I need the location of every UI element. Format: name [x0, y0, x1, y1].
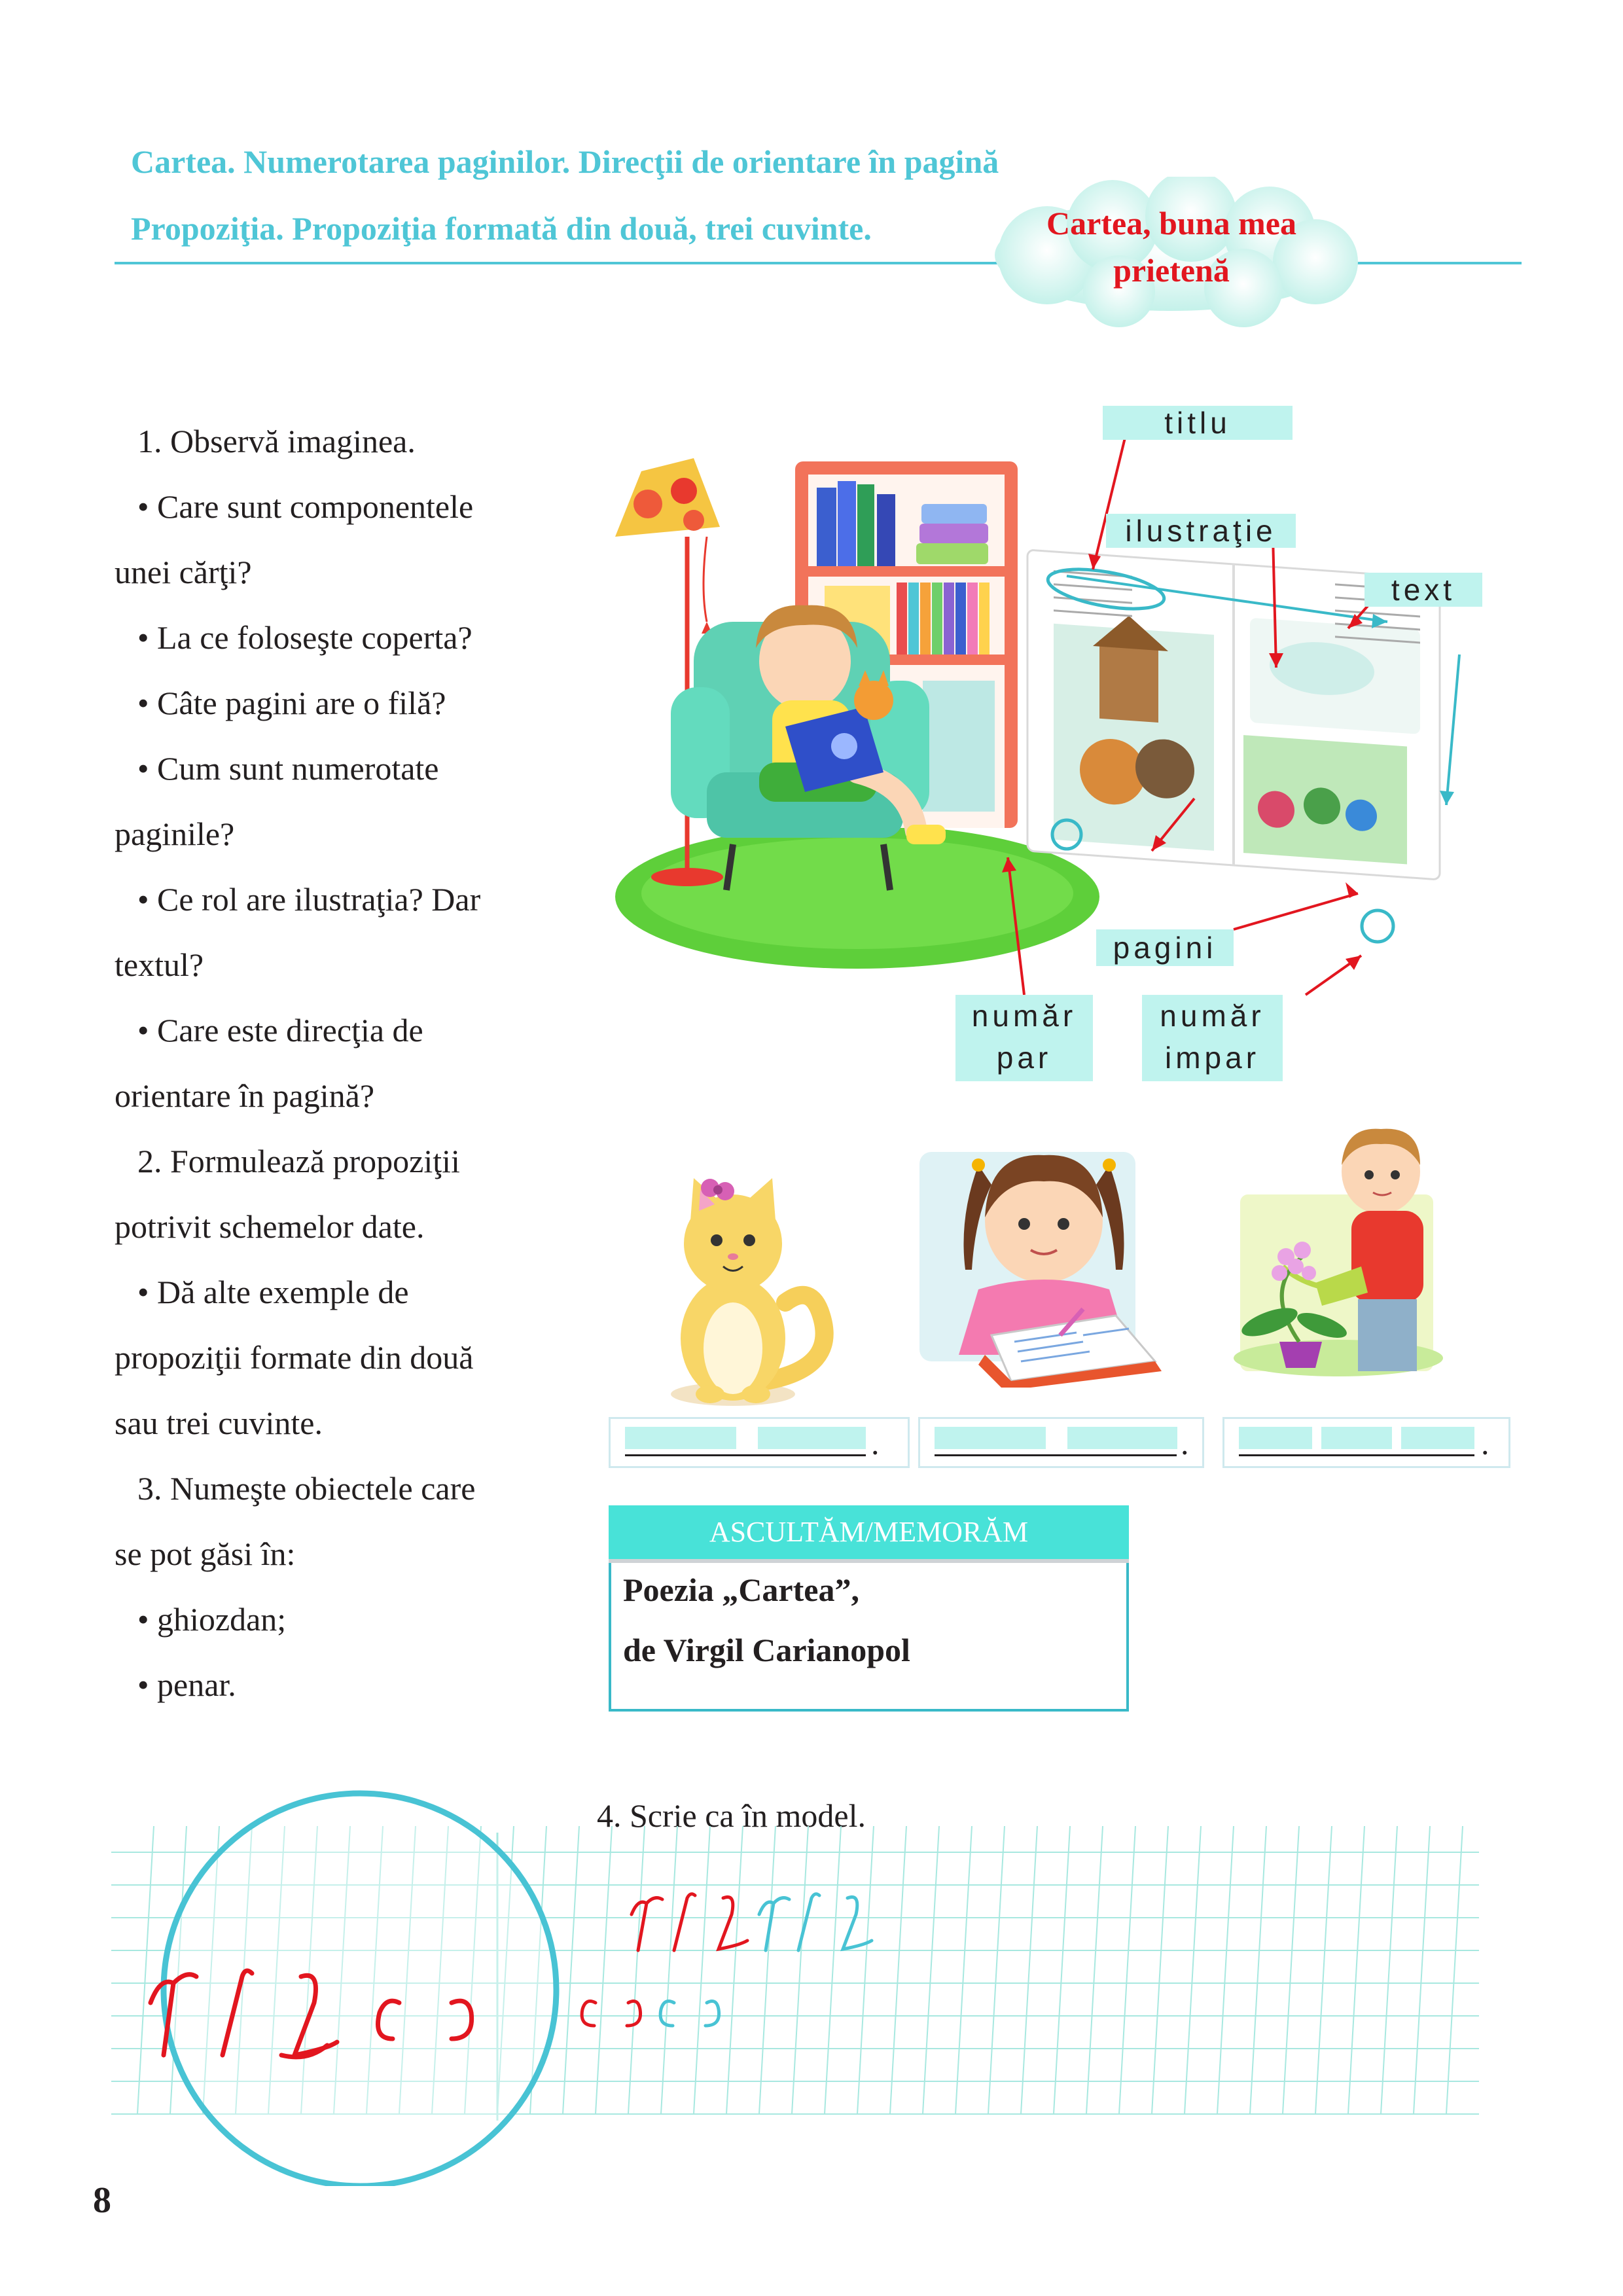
answer-dot-2: . [1181, 1425, 1189, 1462]
answer-slot-1a [625, 1427, 736, 1449]
boy-watering-plant-picture [1224, 1126, 1450, 1384]
answer-slot-2b [1067, 1427, 1177, 1449]
lesson-title-line1: Cartea. Numerotarea paginilor. Direcţii de orientare în pagină [131, 143, 999, 180]
question-1f: • Care este direcţia de [137, 1012, 423, 1049]
answer-slot-3a [1239, 1427, 1312, 1449]
page-number: 8 [93, 2180, 111, 2221]
handwriting-grid [111, 1780, 1479, 2186]
label-numar-impar-line1: număr [1160, 999, 1265, 1033]
answer-box-3[interactable] [1222, 1417, 1510, 1468]
label-text: text [1364, 573, 1482, 607]
question-1a-cont: unei cărţi? [115, 554, 252, 590]
answer-slot-3c [1401, 1427, 1474, 1449]
cat-picture [654, 1172, 851, 1414]
lesson-badge [982, 200, 1361, 294]
memo-poem-title: Poezia „Cartea”, [623, 1571, 859, 1608]
memo-heading: ASCULTĂM/MEMORĂM [609, 1505, 1129, 1559]
question-1f-cont: orientare în pagină? [115, 1077, 375, 1114]
question-3b: • penar. [137, 1666, 236, 1703]
answer-line-2 [935, 1454, 1177, 1456]
label-numar-impar-line2: impar [1164, 1041, 1260, 1075]
label-titlu: titlu [1103, 406, 1293, 440]
label-numar-par-line2: par [996, 1041, 1052, 1075]
question-1e-cont: textul? [115, 946, 204, 983]
label-numar-par-line1: număr [971, 999, 1077, 1033]
book-illustration [609, 406, 1472, 1008]
question-2a-cont1: propoziţii formate din două [115, 1339, 474, 1376]
question-3: 3. Numeşte obiectele care [137, 1470, 476, 1507]
answer-line-3 [1239, 1454, 1474, 1456]
question-2: 2. Formulează propoziţii [137, 1143, 460, 1179]
answer-line-1 [625, 1454, 866, 1456]
answer-box-1[interactable] [609, 1417, 910, 1468]
question-3-cont: se pot găsi în: [115, 1535, 296, 1572]
girl-writing-picture [919, 1139, 1168, 1388]
label-numar-impar [1142, 995, 1283, 1081]
question-1d-cont: paginile? [115, 816, 235, 852]
question-2a-cont2: sau trei cuvinte. [115, 1405, 323, 1441]
answer-dot-1: . [871, 1425, 880, 1462]
question-1b: • La ce foloseşte coperta? [137, 619, 473, 656]
question-2a: • Dă alte exemple de [137, 1274, 409, 1310]
question-1d: • Cum sunt numerotate [137, 750, 439, 787]
label-numar-par [955, 995, 1093, 1081]
question-1c: • Câte pagini are o filă? [137, 685, 446, 721]
label-ilustratie: ilustraţie [1106, 514, 1296, 548]
lesson-title-line2: Propoziţia. Propoziţia formată din două, trei cuvinte. [131, 210, 872, 247]
label-pagini: pagini [1096, 929, 1234, 966]
exercise-4-instruction: 4. Scrie ca în model. [597, 1797, 866, 1834]
question-1: 1. Observă imaginea. [137, 423, 416, 459]
answer-box-2[interactable] [918, 1417, 1204, 1468]
answer-dot-3: . [1481, 1425, 1489, 1462]
question-1a: • Care sunt componentele [137, 488, 474, 525]
answer-slot-3b [1321, 1427, 1392, 1449]
question-1e: • Ce rol are ilustraţia? Dar [137, 881, 481, 918]
badge-line1: Cartea, buna mea [1046, 205, 1296, 242]
answer-slot-1b [758, 1427, 866, 1449]
question-3a: • ghiozdan; [137, 1601, 287, 1638]
memo-poem-author: de Virgil Carianopol [623, 1632, 910, 1668]
badge-line2: prietenă [1113, 252, 1230, 289]
question-2-cont: potrivit schemelor date. [115, 1208, 425, 1245]
answer-slot-2a [935, 1427, 1046, 1449]
